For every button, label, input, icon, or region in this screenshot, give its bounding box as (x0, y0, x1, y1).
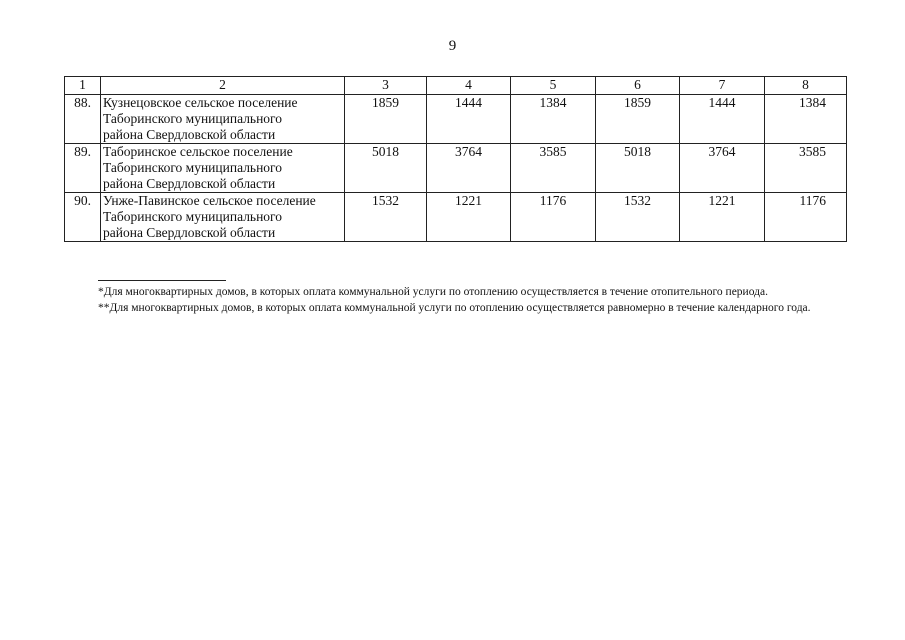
value-cell: 3764 (680, 144, 765, 193)
value-cell: 3585 (765, 144, 847, 193)
value-cell: 1221 (680, 193, 765, 242)
settlement-name-line: Таборинского муниципального (103, 111, 283, 126)
value-cell: 5018 (345, 144, 427, 193)
value-cell: 3764 (427, 144, 511, 193)
value-cell: 1176 (511, 193, 596, 242)
header-cell: 1 (65, 77, 101, 95)
header-cell: 2 (101, 77, 345, 95)
row-number: 90. (65, 193, 101, 242)
header-cell: 5 (511, 77, 596, 95)
settlement-name-line: Таборинское сельское поселение (103, 144, 293, 159)
value-cell: 1532 (596, 193, 680, 242)
settlement-name (101, 193, 345, 242)
row-number: 89. (65, 144, 101, 193)
footnote-2: **Для многоквартирных домов, в которых оплата коммунальной услуги по отоплению осуществляется равномерно в течение календарного года. (98, 302, 811, 314)
header-cell: 3 (345, 77, 427, 95)
header-cell: 7 (680, 77, 765, 95)
header-cell: 4 (427, 77, 511, 95)
value-cell: 1532 (345, 193, 427, 242)
settlement-name-line: Унже-Павинское сельское поселение (103, 193, 316, 208)
table-row (65, 193, 847, 242)
settlement-name-line: Таборинского муниципального (103, 160, 283, 175)
table-header-row (65, 77, 847, 95)
value-cell: 1859 (596, 95, 680, 144)
value-cell: 1384 (765, 95, 847, 144)
footnote-1: *Для многоквартирных домов, в которых оплата коммунальной услуги по отоплению осуществляется в течение отопительного периода. (98, 286, 768, 298)
settlement-name (101, 144, 345, 193)
value-cell: 1176 (765, 193, 847, 242)
table-row (65, 95, 847, 144)
settlement-name-line: района Свердловской области (103, 127, 276, 142)
value-cell: 1444 (680, 95, 765, 144)
footnotes (64, 284, 846, 316)
value-cell: 1384 (511, 95, 596, 144)
settlement-name-line: района Свердловской области (103, 225, 276, 240)
tariff-table (64, 76, 847, 242)
page-number: 9 (448, 38, 457, 54)
row-number: 88. (65, 95, 101, 144)
value-cell: 3585 (511, 144, 596, 193)
settlement-name-line: Таборинского муниципального (103, 209, 283, 224)
value-cell: 1859 (345, 95, 427, 144)
settlement-name-line: района Свердловской области (103, 176, 276, 191)
table-row (65, 144, 847, 193)
header-cell: 6 (596, 77, 680, 95)
footnote-divider (98, 280, 226, 281)
header-cell: 8 (765, 77, 847, 95)
settlement-name-line: Кузнецовское сельское поселение (103, 95, 298, 110)
value-cell: 5018 (596, 144, 680, 193)
value-cell: 1221 (427, 193, 511, 242)
value-cell: 1444 (427, 95, 511, 144)
settlement-name (101, 95, 345, 144)
